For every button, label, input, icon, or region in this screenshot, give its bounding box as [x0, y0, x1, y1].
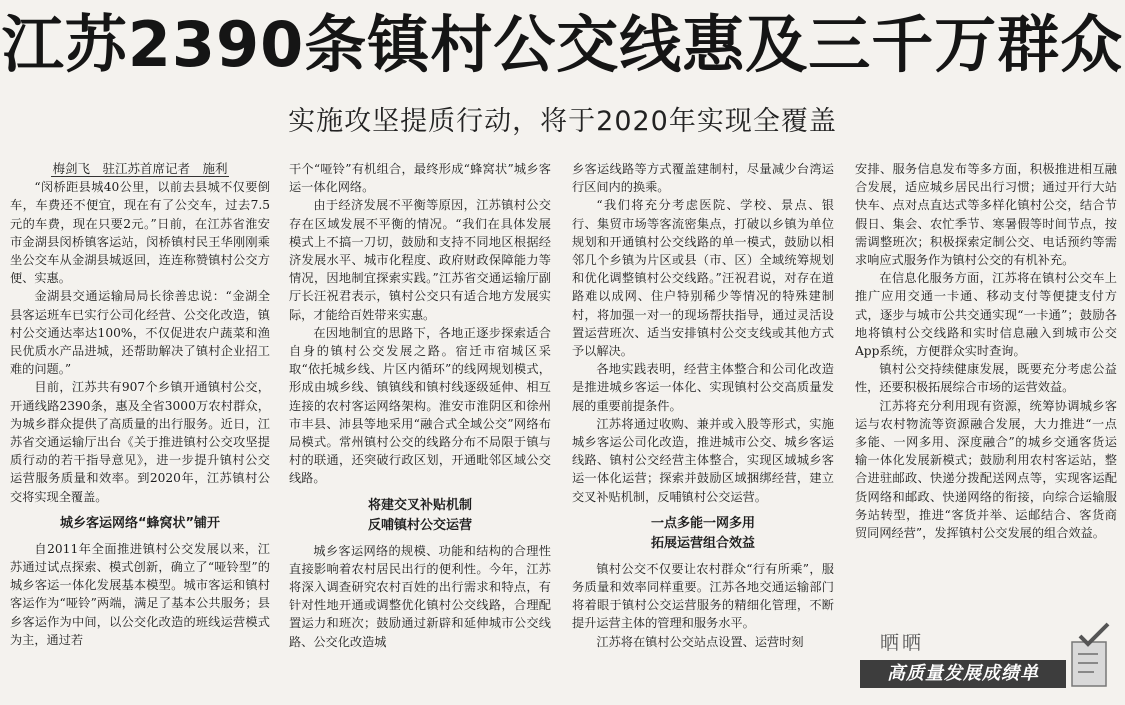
paragraph: 由于经济发展不平衡等原因，江苏镇村公交存在区域发展不平衡的情况。“我们在具体发展模式上不搞一刀切，鼓励和支持不同地区根据经济发展水平、城市化程度、政府财政保障能力等情况，因地制宜探索实践。”江苏省交通运输厅副厅长汪祝君表示，镇村公交只有适合地方发展实际，才能给百姓带来实惠。: [289, 198, 551, 322]
section-title: [572, 514, 834, 554]
section-title-line: 一点多能一网多用: [650, 515, 755, 531]
paragraph: 镇村公交持续健康发展，既要充分考虑公益性，还要积极拓展综合市场的运营效益。: [855, 362, 1117, 395]
paragraph: 目前，江苏共有907个乡镇开通镇村公交，开通线路2390条，惠及全省3000万农村群众，为城乡群众提供了高质量的出行服务。近日，江苏省交通运输厅出台《关于推进镇村公交攻坚提质行动的若干指导意见》，进一步提升镇村公交运营服务质量和效率。到2020年，江苏镇村公交将实现全覆盖。: [10, 380, 270, 504]
column-2: [289, 160, 551, 705]
paragraph: 自2011年全面推进镇村公交发展以来，江苏通过试点探索、模式创新，确立了“哑铃型”的城乡客运一体化发展基本模型。城市客运和镇村客运作为“哑铃”两端，满足了基本公共服务；县乡客运作为中间，以公交化改造的班线运营模式为主，通过若: [10, 541, 270, 647]
paragraph: “闵桥距县城40公里，以前去县城不仅要倒车，车费还不便宜，现在有了公交车，过去7.5元的车费，现在只要2元。”日前，在江苏省淮安市金湖县闵桥镇客运站，闵桥镇村民王华刚刚乘坐公交车从金湖县城返回，连连称赞镇村公交方便、实惠。: [10, 180, 270, 286]
section-title: 城乡客运网络“蜂窝状”铺开: [59, 515, 221, 531]
paragraph: 各地实践表明，经营主体整合和公司化改造是推进城乡客运一体化、实现镇村公交高质量发展的重要前提条件。: [572, 362, 834, 413]
paragraph: 江苏将充分利用现有资源，统筹协调城乡客运与农村物流等资源融合发展，大力推进“一点多能、一网多用、深度融合”的城乡交通客货运输一体化发展新模式；鼓励利用农村客运站，整合进驻邮政、快递分拨配送网点等，实现客运配货网络和邮政、快递网络的衔接，向综合运输服务站转型，推进“客货并举、运邮结合、客货商贸同网经营”，发挥镇村公交发展的组合效益。: [855, 398, 1117, 541]
section-title: [289, 496, 551, 536]
paragraph: 城乡客运网络的规模、功能和结构的合理性直接影响着农村居民出行的便利性。今年，江苏将深入调查研究农村百姓的出行需求和特点，有针对性地开通或调整优化镇村公交线路，合理配置运力和班次；鼓励通过新辟和延伸城市公交线路、公交化改造城: [289, 543, 551, 649]
checklist-pen-icon: [1068, 622, 1114, 688]
column-1: [10, 160, 270, 705]
section-title-line: 拓展运营组合效益: [650, 535, 755, 551]
column-4: [855, 160, 1117, 620]
column-badge: [860, 622, 1115, 690]
paragraph: 江苏将通过收购、兼并或入股等形式，实施城乡客运公司化改造，推进城市公交、城乡客运线路、镇村公交经营主体整合，实现区域城乡客运一体化运营；探索并鼓励区域捆绑经营，建立交叉补贴机制，反哺镇村公交运营。: [572, 416, 834, 504]
badge-title: 高质量发展成绩单: [860, 660, 1066, 688]
section-title-line: 反哺镇村公交运营: [367, 517, 472, 533]
paragraph: 干个“哑铃”有机组合，最终形成“蜂窝状”城乡客运一体化网络。: [289, 162, 551, 195]
paragraph: 在信息化服务方面，江苏将在镇村公交车上推广应用交通一卡通、移动支付等便捷支付方式，逐步与城市公共交通实现“一卡通”；鼓励各地将镇村公交线路和实时信息融入到城市公交App系统，方便群众实时查询。: [855, 271, 1117, 359]
paragraph: 安排、服务信息发布等多方面，积极推进相互融合发展，适应城乡居民出行习惯；通过开行大站快车、点对点直达式等多样化镇村公交，结合节假日、集会、农忙季节、寒暑假等时间节点，按需调整班次；积极探索定制公交、电话预约等需求响应式服务作为镇村公交的有机补充。: [855, 162, 1117, 268]
paragraph: “我们将充分考虑医院、学校、景点、银行、集贸市场等客流密集点，打破以乡镇为单位规划和开通镇村公交线路的单一模式，鼓励以相邻几个乡镇为片区或县（市、区）全域统筹规划和优化调整镇村公交线路。”汪祝君说，对存在道路难以成网、住户特别稀少等情况的特殊建制村，将加强一对一的现场帮扶指导，通过灵活设置运营班次、适当安排镇村公交支线或其他方式予以解决。: [572, 198, 834, 359]
byline-text: 梅剑飞 驻江苏首席记者 施利: [52, 161, 228, 176]
subheadline: 实施攻坚提质行动，将于2020年实现全覆盖: [288, 106, 837, 137]
paragraph: 镇村公交不仅要让农村群众“行有所乘”，服务质量和效率同样重要。江苏各地交通运输部门将着眼于镇村公交运营服务的精细化管理，不断提升运营主体的管理和服务水平。: [572, 561, 834, 631]
paragraph: 江苏将在镇村公交站点设置、运营时刻: [596, 634, 804, 649]
byline: [10, 160, 270, 178]
section-title-line: 将建交叉补贴机制: [367, 497, 472, 513]
paragraph: 在因地制宜的思路下，各地正逐步探索适合自身的镇村公交发展之路。宿迁市宿城区采取“依托城乡线、片区内循环”的线网规划模式，形成由城乡线、镇镇线和镇村线逐级延伸、相互连接的农村客运网络架构。淮安市淮阴区和徐州市丰县、沛县等地采用“融合式全域公交”网络布局模式。常州镇村公交的线路分布不局限于镇与村的联通，还突破行政区划，开通毗邻区域公交线路。: [289, 325, 551, 486]
headline: 江苏2390条镇村公交线惠及三千万群众: [1, 8, 1124, 81]
badge-label: 晒晒: [880, 632, 925, 654]
column-3: [572, 160, 834, 705]
paragraph: 乡客运线路等方式覆盖建制村，尽量减少台湾运行区间内的换乘。: [572, 162, 834, 195]
paragraph: 金湖县交通运输局局长徐善忠说：“金湖全县客运班车已实行公司化经营、公交化改造，镇村公交通达率达100%，不仅促进农户蔬菜和渔民优质水产品进城，还帮助解决了镇村企业招工难的问题。”: [10, 289, 270, 377]
